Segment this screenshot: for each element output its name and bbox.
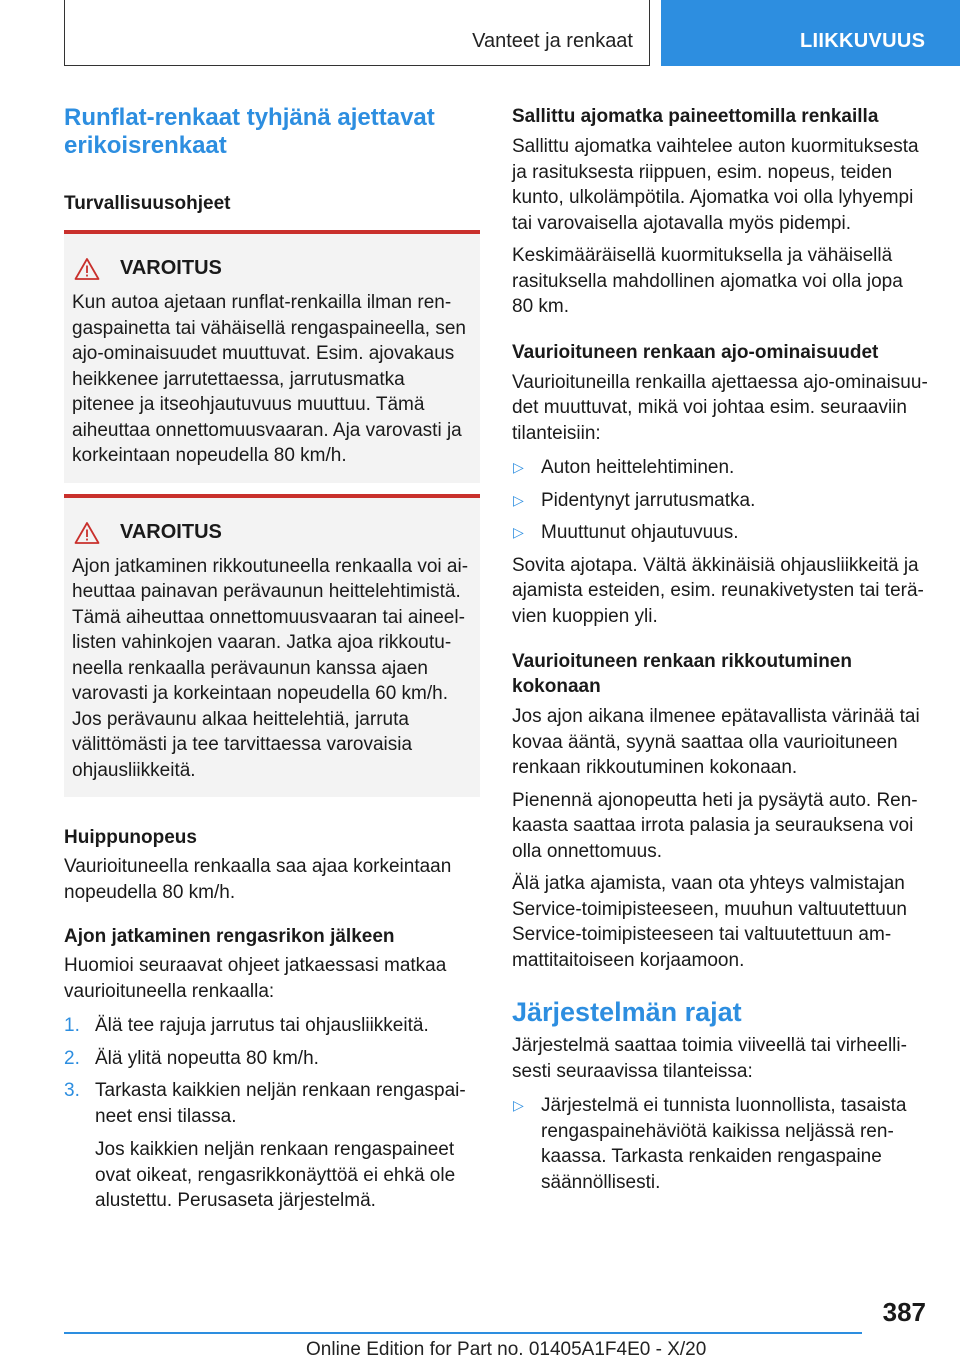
- bullet-triangle-icon: ▷: [513, 1097, 524, 1113]
- top-speed-heading: Huippunopeus: [64, 827, 197, 848]
- distance-heading: Sallittu ajomatka paineettomilla renkailla: [512, 106, 879, 127]
- failure-p1: Jos ajon aikana ilmenee epätavallista värinää tai kovaa ääntä, syynä saattaa olla vaurioituneen renkaan rikkoutuminen kokonaan.: [512, 706, 920, 778]
- header-section-box: [64, 0, 650, 66]
- step3-note: Jos kaikkien neljän renkaan rengaspaineet ovat oikeat, rengasrikkonäyttöä ei ehkä ole alustettu. Perusaseta järjestelmä.: [95, 1139, 456, 1211]
- bullet-triangle-icon: ▷: [513, 524, 524, 540]
- left-column: [64, 104, 480, 1214]
- failure-p3: Älä jatka ajamista, vaan ota yhteys valmistajan Service-toimipisteeseen, muuhun valtuutettuun Service-toimipisteeseen tai valtuutettuun ammattitaitoiseen korjaamoon.: [512, 873, 908, 971]
- warning-triangle-icon: [74, 521, 100, 545]
- page-number: 387: [882, 1297, 926, 1327]
- handling-list: [512, 455, 928, 546]
- chapter-tab[interactable]: [661, 0, 960, 66]
- safety-heading: Turvallisuusohjeet: [64, 193, 231, 214]
- limits-list: [512, 1093, 928, 1195]
- warning-label: VAROITUS: [120, 520, 222, 543]
- warning-text: Kun autoa ajetaan runflat-renkailla ilman rengaspainetta tai vähäisellä rengaspaineella, sen ajo-ominaisuudet muuttuvat. Esim. ajovakaus heikkenee jarrutettaessa, jarrutusmatka pitenee ja itseohjautuvuus muuttuu. Tämä aiheuttaa onnettomuusvaaran. Aja varovasti ja korkeintaan nopeudella 80 km/h.: [72, 292, 466, 466]
- steps-list: [64, 1013, 480, 1129]
- handling-text: Vaurioituneilla renkailla ajettaessa ajo-ominaisuudet muuttuvat, mikä voi johtaa esim. seuraaviin tilanteisiin:: [512, 371, 928, 444]
- list-item: 2. Älä ylitä nopeutta 80 km/h.: [64, 1047, 319, 1069]
- distance-p1: Sallittu ajomatka vaihtelee auton kuormituksesta ja rasituksesta riippuen, esim. nopeus, teiden kunto, ulkolämpötila. Ajomatka voi olla lyhyempi tai varovaisella ajotavalla myös pidempi.: [512, 136, 919, 234]
- failure-heading: Vaurioituneen renkaan rikkoutuminen kokonaan: [512, 651, 852, 697]
- warning-label: VAROITUS: [120, 257, 222, 280]
- handling-heading: Vaurioituneen renkaan ajo-ominaisuudet: [512, 341, 879, 363]
- list-item: ▷ Auton heittelehtiminen.: [512, 455, 928, 481]
- warning-triangle-icon: [74, 257, 100, 281]
- limits-heading: Järjestelmän rajat: [512, 997, 742, 1027]
- section-title: Vanteet ja renkaat: [472, 30, 633, 52]
- continue-heading: Ajon jatkaminen rengasrikon jälkeen: [64, 926, 395, 947]
- list-item: 1. Älä tee rajuja jarrutus tai ohjausliikkeitä.: [64, 1015, 429, 1036]
- right-column: [512, 104, 928, 1195]
- distance-p2: Keskimääräisellä kuormituksella ja vähäisellä rasituksella mahdollinen ajomatka voi olla jopa 80 km.: [512, 245, 903, 317]
- limits-text: Järjestelmä saattaa toimia viiveellä tai virheellisesti seuraavissa tilanteissa:: [512, 1035, 907, 1082]
- warning-text: Ajon jatkaminen rikkoutuneella renkaalla voi aiheuttaa painavan perävaunun heittelehtimistä. Tämä aiheuttaa onnettomuusvaaran tai aineellisten vahinkojen vaaran. Jatka ajoa rikkoutuneella renkaalla perävaunun kanssa ajaen varovasti ja korkeintaan nopeudella 60 km/h. Jos perävaunu alkaa heittelehtiä, jarruta välittömästi ja tee tarvittaessa varovaisia ohjausliikkeitä.: [72, 555, 469, 781]
- list-item: 3. Tarkasta kaikkien neljän renkaan rengaspaineet ensi tilassa.: [64, 1080, 466, 1127]
- chapter-title: LIIKKUVUUS: [800, 30, 926, 52]
- warning-box-2: [64, 494, 480, 798]
- top-speed-text: Vaurioituneella renkaalla saa ajaa korkeintaan nopeudella 80 km/h.: [64, 856, 452, 903]
- warning-box-1: [64, 230, 480, 483]
- page-title: Runflat-renkaat tyhjänä ajettavat erikoisrenkaat: [64, 104, 435, 159]
- footer-edition: Online Edition for Part no. 01405A1F4E0 - X/20: [306, 1339, 707, 1360]
- list-item: ▷ Muuttunut ohjautuvuus.: [512, 520, 928, 546]
- list-item: ▷ Järjestelmä ei tunnista luonnollista, tasaista rengaspainehäviötä kaikissa neljässä renkaassa. Tarkasta renkaiden rengaspaine säännöllisesti.: [512, 1093, 928, 1195]
- footer-divider: [64, 1332, 862, 1334]
- continue-text: Huomioi seuraavat ohjeet jatkaessasi matkaa vaurioituneella renkaalla:: [64, 955, 447, 1002]
- failure-p2: Pienennä ajonopeutta heti ja pysäytä auto. Renkaasta saattaa irrota palasia ja seurauksena voi olla onnettomuus.: [512, 789, 918, 862]
- bullet-triangle-icon: ▷: [513, 459, 524, 475]
- bullet-triangle-icon: ▷: [513, 491, 524, 508]
- handling-after: Sovita ajotapa. Vältä äkkinäisiä ohjausliikkeitä ja ajamista esteiden, esim. reunakivetysten tai terävien kuoppien yli.: [512, 554, 924, 627]
- list-item: ▷ Pidentynyt jarrutusmatka.: [512, 488, 928, 514]
